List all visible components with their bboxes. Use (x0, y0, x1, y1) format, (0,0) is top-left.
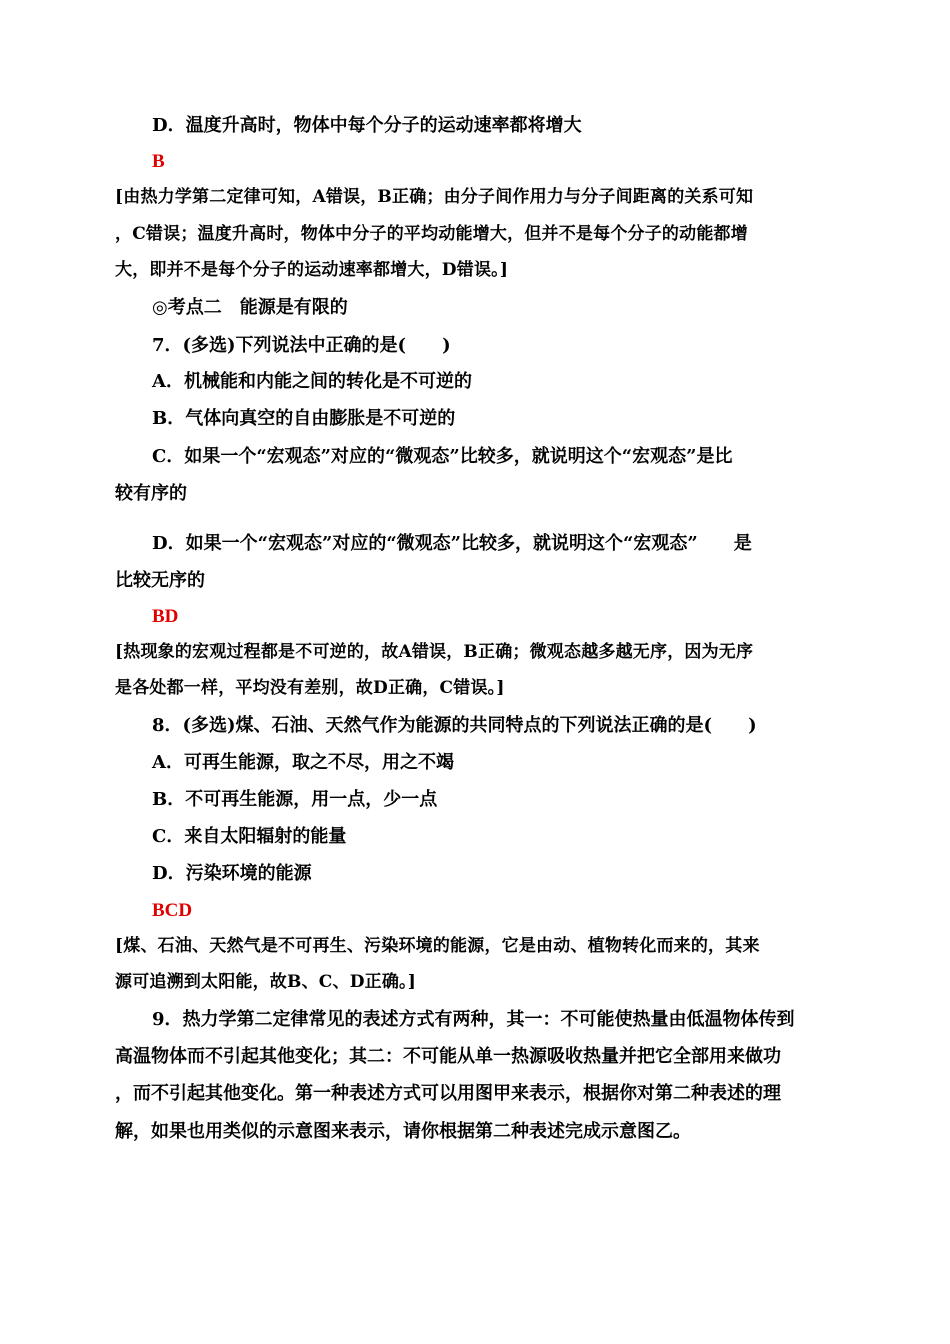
q9-line: 9．热力学第二定律常见的表述方式有两种，其一：不可能使热量由低温物体传到 (152, 1009, 795, 1030)
q8-option: C．来自太阳辐射的能量 (152, 826, 347, 847)
q8-option: D．污染环境的能源 (152, 863, 312, 884)
q6-option-d: D．温度升高时，物体中每个分子的运动速率都将增大 (152, 115, 582, 136)
q6-explanation-line: 大，即并不是每个分子的运动速率都增大，D错误。] (115, 260, 509, 280)
q7-option: D．如果一个“宏观态”对应的“微观态”比较多，就说明这个“宏观态” 是 (152, 533, 752, 554)
q8-explanation-line: [煤、石油、天然气是不可再生、污染环境的能源，它是由动、植物转化而来的，其来 (115, 936, 760, 956)
q9-line: ，而不引起其他变化。第一种表述方式可以用图甲来表示，根据你对第二种表述的理 (115, 1083, 781, 1104)
q9-line: 高温物体而不引起其他变化；其二：不可能从单一热源吸收热量并把它全部用来做功 (115, 1046, 781, 1067)
q6-explanation-line: [由热力学第二定律可知，A错误，B正确；由分子间作用力与分子间距离的关系可知 (115, 187, 754, 207)
q7-explanation-line: [热现象的宏观过程都是不可逆的，故A错误，B正确；微观态越多越无序，因为无序 (115, 642, 754, 662)
q8-option: B．不可再生能源，用一点，少一点 (152, 789, 438, 810)
q7-option: B．气体向真空的自由膨胀是不可逆的 (152, 408, 456, 429)
q7-stem: 7．(多选)下列说法中正确的是( ) (152, 335, 451, 356)
q7-explanation-line: 是各处都一样，平均没有差别，故D正确，C错误。] (115, 678, 505, 698)
section-heading: ◎考点二 能源是有限的 (152, 297, 348, 318)
q8-answer: BCD (152, 900, 193, 921)
q8-option: A．可再生能源，取之不尽，用之不竭 (152, 752, 454, 773)
q7-option: C．如果一个“宏观态”对应的“微观态”比较多，就说明这个“宏观态”是比 (152, 446, 733, 467)
q8-explanation-line: 源可追溯到太阳能，故B、C、D正确。] (115, 972, 416, 992)
q6-explanation-line: ，C错误；温度升高时，物体中分子的平均动能增大，但并不是每个分子的动能都增 (115, 224, 748, 244)
q7-option: 比较无序的 (115, 570, 205, 591)
q9-line: 解，如果也用类似的示意图来表示，请你根据第二种表述完成示意图乙。 (115, 1121, 691, 1142)
q8-stem: 8．(多选)煤、石油、天然气作为能源的共同特点的下列说法正确的是( ) (152, 715, 757, 736)
q6-answer: B (152, 151, 165, 172)
q7-answer: BD (152, 606, 179, 627)
q7-option: 较有序的 (115, 483, 187, 504)
q7-option: A．机械能和内能之间的转化是不可逆的 (152, 371, 472, 392)
